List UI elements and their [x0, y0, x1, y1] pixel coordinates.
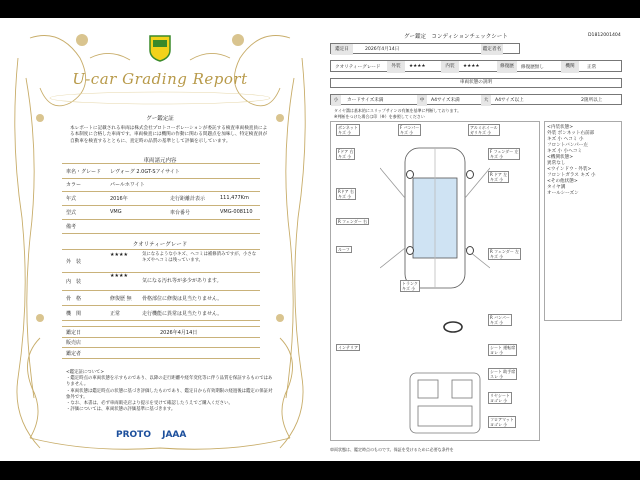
size-legend: [330, 94, 622, 105]
part-roof: ルーフ: [338, 247, 350, 252]
inspector-row: [62, 348, 260, 359]
side-note: キズ 小 小ヘコミ: [547, 149, 582, 154]
date-label: 鑑定日: [331, 44, 353, 55]
side-note: キズ 小 ヘコミ 小: [547, 137, 584, 142]
document-sheet: [0, 18, 640, 461]
frame-repair-row: [62, 291, 260, 306]
car-top-view-icon: [380, 138, 490, 298]
repair-count: 2箇所以上: [581, 98, 603, 103]
model-value: レヴォーグ 2.0GT-Sアイサイト: [110, 169, 180, 175]
certificate-notes: [66, 370, 276, 413]
note-line: ・車両状態は鑑定時点の状態に基づき評価したものであり、鑑定日から有効期限の経過後は鑑定の保証対象外です。: [66, 388, 273, 400]
brand-logos: [116, 430, 186, 440]
date-box: [330, 43, 520, 54]
part-r-fender-r: R フェンダー 右: [338, 219, 367, 224]
part-seat-f: シート 運転席 ヨレ 小: [490, 345, 516, 355]
side-note: 異常なし: [547, 161, 566, 166]
part-bonnet: ボンネット キズ 小: [338, 125, 358, 135]
exterior-stars: ★★★★: [110, 252, 128, 258]
size-mid: 中: [417, 95, 427, 106]
part-interior: インテリア: [338, 345, 358, 350]
mechanical-row: [62, 306, 260, 321]
interior-row: [62, 272, 260, 291]
explain-title-box: [330, 78, 622, 88]
part-floor: フロアマット ヨゴレ 小: [490, 417, 514, 427]
inspector-label: 鑑定者: [66, 351, 82, 357]
year-value: 2016年: [110, 196, 128, 202]
part-r-door-r: Rドア 右 キズ 小: [338, 189, 354, 199]
side-note: <内装状態>: [547, 125, 574, 130]
part-trunk: トランク キズ 小: [402, 281, 418, 291]
color-label: カラー: [66, 182, 82, 188]
year-row: [62, 191, 260, 206]
condition-check-sheet: [320, 18, 640, 461]
steering-wheel-icon: [442, 320, 464, 334]
certificate-intro: 本レポートに記載される車両は株式会社プロトコーポレーションが委託する検査車両検査員による本制度に合格した車両です。車両検査には機関の作動に関わる問題点を加味し、特定検査員が自動車を検査するとともに、査定時の品質の基準として評価を示しています。: [70, 126, 268, 144]
type-row: [62, 205, 260, 220]
color-row: [62, 177, 260, 192]
check-sheet-title: グー鑑定 コンディションチェックシート: [404, 34, 508, 40]
type-value: VMG: [110, 209, 122, 215]
color-value: パールホワイト: [110, 182, 145, 188]
repair-value: 修復歴無し: [521, 65, 544, 70]
note-line: ・なお、本書は、必ず車両販売店より提示を受けて確認したうえでご購入ください。: [66, 401, 233, 407]
wheel-icon: [406, 246, 414, 255]
size-small-desc: カードサイズ未満: [347, 98, 384, 103]
grade-box: [330, 60, 622, 72]
frame-number-value: VMG-008110: [220, 209, 253, 215]
remarks-row: [62, 219, 260, 234]
store-row: [62, 337, 260, 348]
part-r-bumper: R バンパー キズ 小: [490, 315, 510, 325]
part-front-bumper: F バンパー キズ 小: [400, 125, 420, 135]
repair-note: 骨格部位に修復は見当たりません。: [142, 296, 223, 302]
date-label: 鑑定日: [66, 330, 82, 336]
footer-note: 車両状態は、鑑定時点のものです。保証を受けるために必要な条件を: [330, 447, 454, 452]
part-f-fender-r: Fドア 右 キズ 小: [338, 149, 354, 159]
store-label: 販売店: [66, 340, 82, 346]
exterior-note: 気になるような小キズ、ヘコミは補修済みですが、小さなキズやヘコミは残っています。: [142, 252, 257, 263]
side-note: タイヤ溝: [547, 185, 566, 190]
part-wheel: アルミホイール ガリキズ 小: [470, 125, 498, 135]
grading-certificate: [0, 18, 320, 461]
date-value: 2026年4月14日: [160, 330, 198, 336]
proto-logo: PROTO: [116, 430, 151, 440]
mileage-value: 111,477Km: [220, 195, 249, 201]
jaaa-logo: JAAA: [162, 430, 187, 440]
interior-stars: ★★★★: [110, 273, 128, 279]
notes-title: <鑑定証について>: [66, 370, 105, 375]
mechanical-label: 機 関: [66, 311, 82, 317]
sheet-id: D1812001404: [588, 33, 621, 38]
part-seat-r: シート 助手席 スレ 小: [490, 369, 516, 379]
note-line: ・鑑定時点の車両状態を示すものであり、以降の走行距離や経年変化等に伴う品質を保証するものではありません。: [66, 376, 273, 388]
quality-section-heading: クオリティーグレード: [132, 242, 188, 248]
int-stars: ★★★★: [463, 64, 480, 69]
repair-value: 修復歴 無: [110, 296, 132, 302]
side-note: オールシーズン: [547, 191, 579, 196]
year-label: 年式: [66, 196, 77, 202]
int-label: 内装: [441, 61, 459, 73]
repair-label: 修復歴: [497, 61, 517, 73]
mech-label: 機関: [561, 61, 579, 73]
part-f-fender-l: F フェンダー 左 キズ 小: [490, 149, 519, 159]
frame-number-label: 車台番号: [170, 210, 191, 216]
ext-label: 外装: [387, 61, 405, 73]
size-small: 小: [331, 95, 341, 106]
wheel-icon: [466, 170, 474, 179]
certificate-title: U-car Grading Report: [72, 70, 248, 88]
mech-value: 正常: [587, 65, 597, 70]
inspector-label: 鑑定者名: [481, 44, 503, 55]
certificate-subtitle: グー鑑定証: [146, 116, 174, 122]
wheel-icon: [406, 170, 414, 179]
size-mid-desc: A4サイズ未満: [431, 98, 460, 103]
type-label: 型式: [66, 210, 77, 216]
goo-logo-icon: [148, 34, 172, 62]
side-notes-box: [544, 121, 622, 321]
car-interior-icon: [400, 368, 490, 438]
part-seat-rear: リヤシート ヨゴレ 小: [490, 393, 510, 403]
remarks-label: 備考: [66, 224, 77, 230]
explain-title: 車両状態の説明: [459, 80, 493, 85]
side-note: 外装 ボンネット右前部: [547, 131, 595, 136]
grade-label: クオリティーグレード: [335, 65, 381, 70]
date-value: 2026年4月14日: [365, 47, 400, 52]
exterior-label: 外 装: [66, 259, 82, 265]
side-note: <その他状態>: [547, 179, 578, 184]
mechanical-value: 正常: [110, 311, 121, 317]
repair-label: 骨 格: [66, 296, 82, 302]
model-label: 車名・グレード: [66, 169, 102, 175]
interior-label: 内 装: [66, 279, 82, 285]
size-large: 大: [481, 95, 491, 106]
side-note: <ウインドウ・外装>: [547, 167, 592, 172]
mileage-label: 走行距離計表示: [170, 196, 206, 202]
size-large-desc: A4サイズ以上: [495, 98, 524, 103]
ext-stars: ★★★★: [409, 64, 426, 69]
part-r-door-l: R ドア 左 キズ 小: [490, 172, 508, 182]
note-line: ・評価については、車両状態の評価基準に基づきます。: [66, 407, 176, 413]
part-r-fender-l: R フェンダー 左 キズ 小: [490, 249, 519, 259]
side-note: フロントバンパー左: [547, 143, 588, 148]
exterior-row: [62, 249, 260, 273]
interior-note: 気になる汚れ等が多少があります。: [142, 278, 222, 284]
mechanical-note: 走行機能に異常は見当たりません。: [142, 311, 223, 317]
wheel-icon: [466, 246, 474, 255]
vehicle-section-heading: 車両諸元内容: [143, 158, 177, 164]
legend-note-2: ※判断をつけた場合は印（※）を参照してください: [334, 114, 425, 119]
side-note: <機関状態>: [547, 155, 574, 160]
side-note: フロントガラス キズ 小: [547, 173, 596, 178]
legend-note-1: タイヤ溝は基本的にスリップサインの有無を基準に判断しております。: [334, 108, 462, 113]
